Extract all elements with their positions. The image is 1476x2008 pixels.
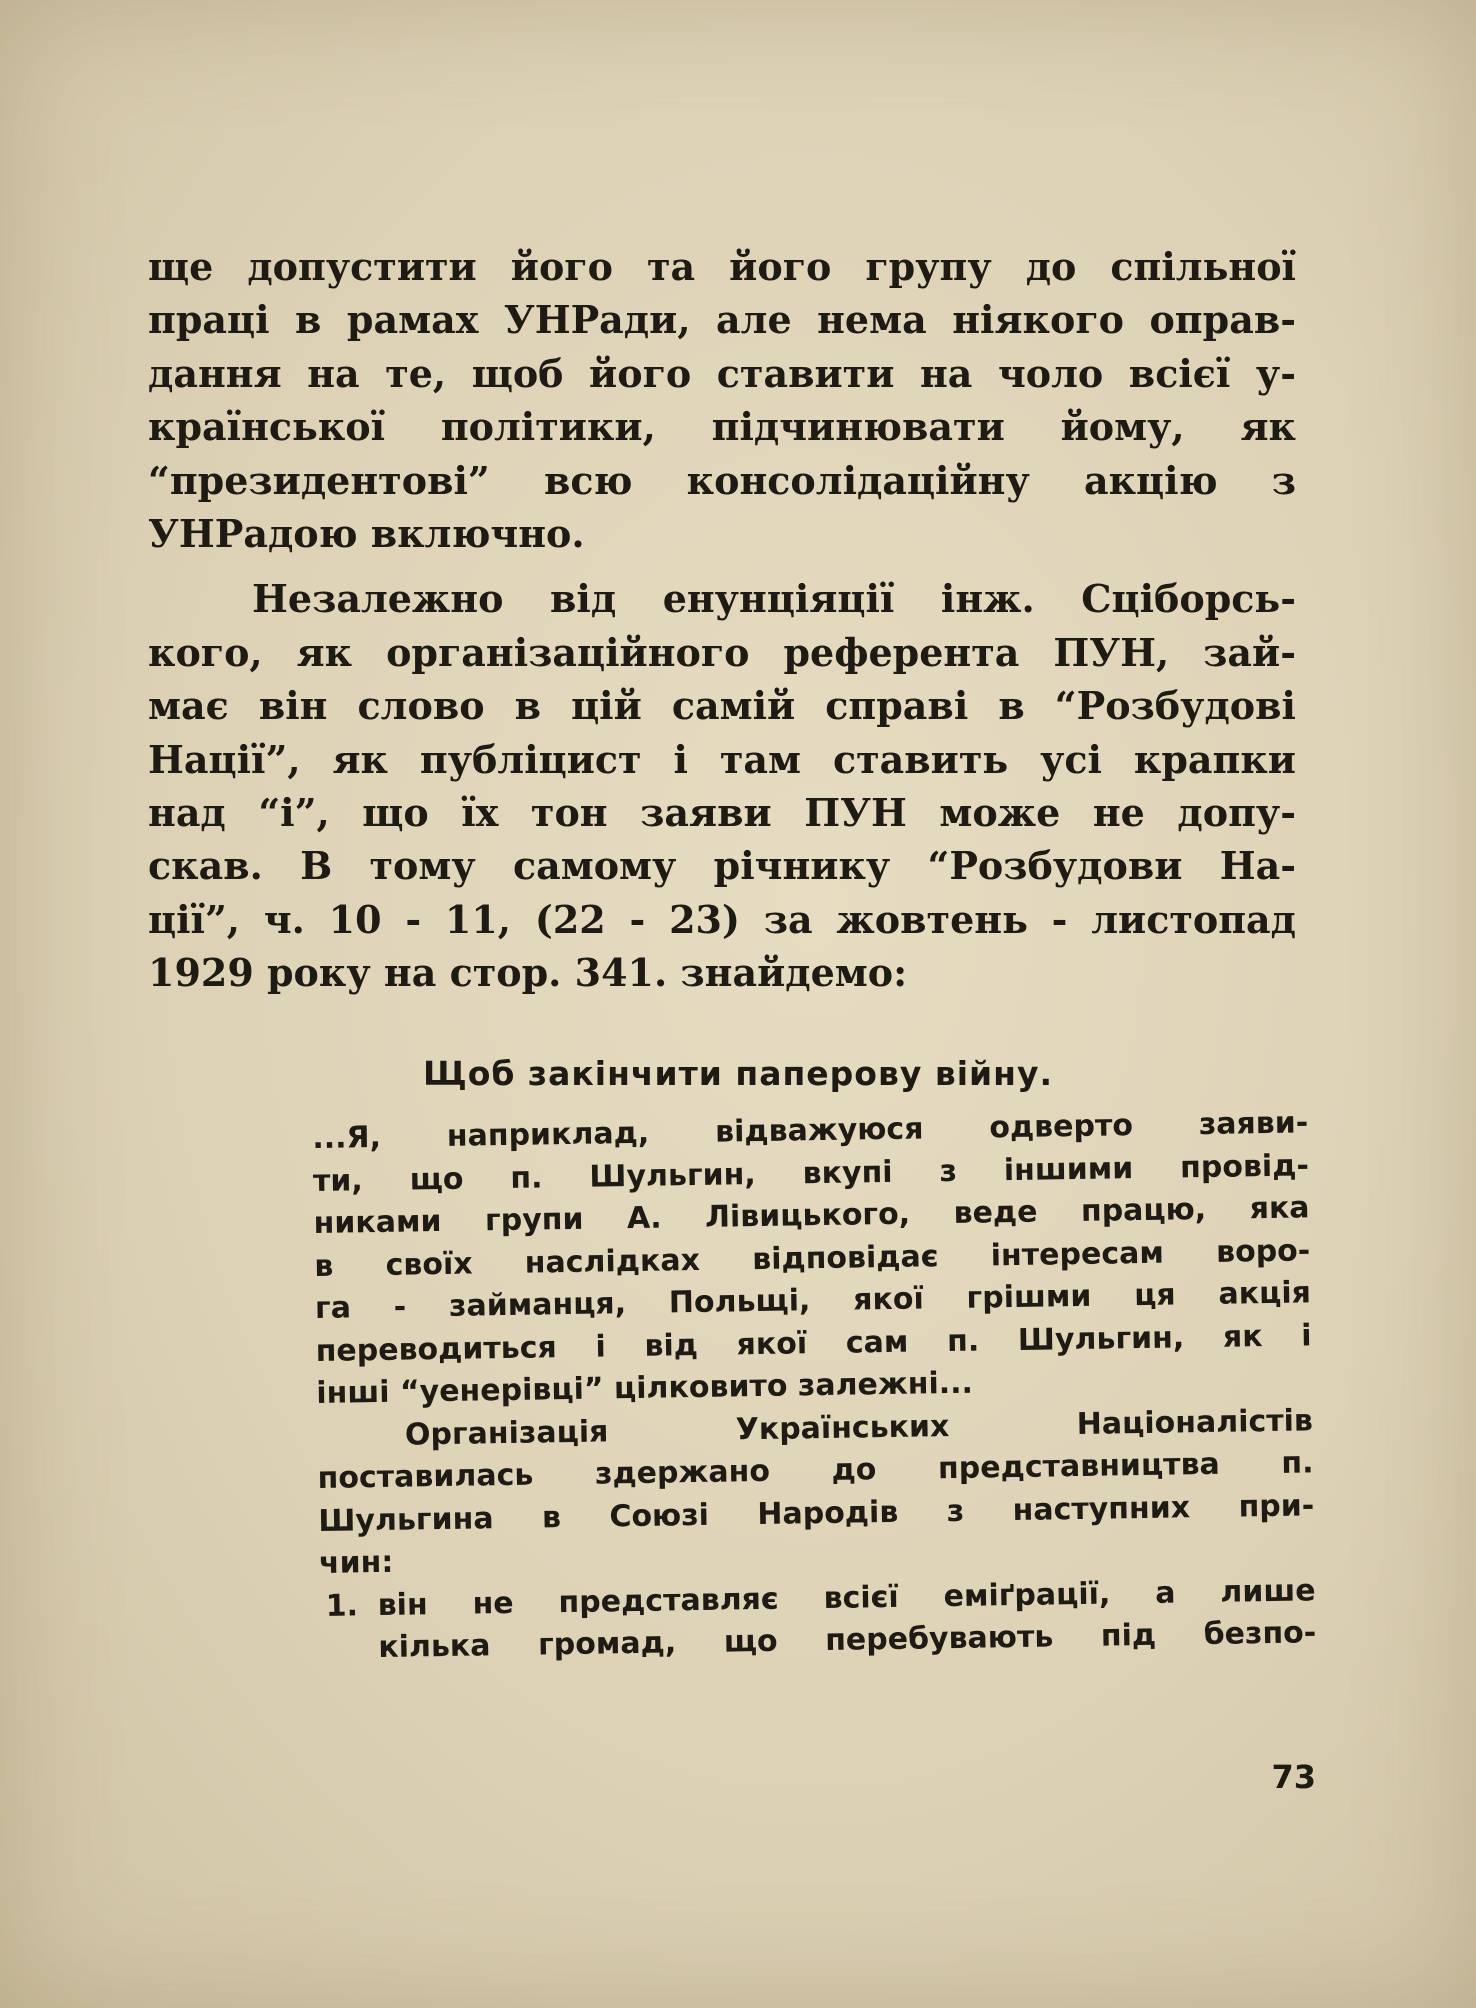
text-line: над “і”, що їх тон заяви ПУН може не допу-	[148, 790, 1296, 836]
text-line: УНРадою включно.	[148, 511, 585, 557]
list-number: 1.	[325, 1587, 359, 1624]
text-line: дання на те, щоб його ставити на чоло всієї у-	[148, 350, 1296, 396]
main-text	[148, 240, 1296, 1000]
quote-line: ...Я, наприклад, відважуюся одверто заяви-	[312, 1105, 1309, 1156]
quote-line: никами групи А. Лівицького, веде працю, яка	[313, 1190, 1310, 1241]
text-line: ції”, ч. 10 - 11, (22 - 23) за жовтень - листопад	[148, 896, 1296, 942]
quote-line: поставилась здержано до представництва п.	[317, 1445, 1314, 1496]
quote-line: переводиться і від якої сам п. Шульгин, як і	[315, 1317, 1312, 1369]
text-line: скав. В тому самому річнику “Розбудови На-	[148, 843, 1296, 889]
page-number: 73	[1271, 1758, 1316, 1796]
paragraph-gap	[148, 560, 1296, 572]
list-item	[319, 1570, 1316, 1671]
text-line: має він слово в цій самій справі в “Розбудові	[148, 683, 1296, 729]
quoted-text	[312, 1102, 1317, 1670]
quote-line: кілька громад, що перебувають під безпо-	[378, 1615, 1317, 1666]
text-line: праці в рамах УНРади, але нема ніякого оправ-	[148, 297, 1296, 343]
quote-line: він не представляє всієї еміґрації, а лише	[377, 1572, 1316, 1623]
quote-line: Організація Українських Націоналістів	[404, 1402, 1314, 1453]
quote-title: Щоб закінчити паперову війну.	[422, 1054, 1053, 1093]
text-line: “президентові” всю консолідаційну акцію з	[148, 457, 1296, 503]
quote-line: інші “уенерівці” цілковито залежні...	[316, 1365, 974, 1411]
text-line: Нації”, як публіцист і там ставить усі крапки	[148, 736, 1296, 782]
text-line: країнської політики, підчинювати йому, як	[148, 404, 1296, 450]
text-line: Незалежно від енунціяції інж. Сціборсь-	[252, 576, 1296, 622]
text-line: ще допустити його та його групу до спільної	[148, 244, 1296, 289]
quote-line: чин:	[318, 1544, 394, 1581]
quote-line: га - займанця, Польщі, якої грішми ця акція	[314, 1275, 1312, 1326]
quote-line: Шульгина в Союзі Народів з наступних при-	[318, 1487, 1315, 1539]
quote-line: ти, що п. Шульгин, вкупі з іншими провід-	[312, 1147, 1310, 1199]
text-line: кого, як організаційного референта ПУН, зай-	[148, 629, 1296, 675]
quote-line: в своїх наслідках відповідає інтересам воро-	[314, 1232, 1311, 1284]
text-line: 1929 року на стор. 341. знайдемо:	[148, 950, 908, 996]
